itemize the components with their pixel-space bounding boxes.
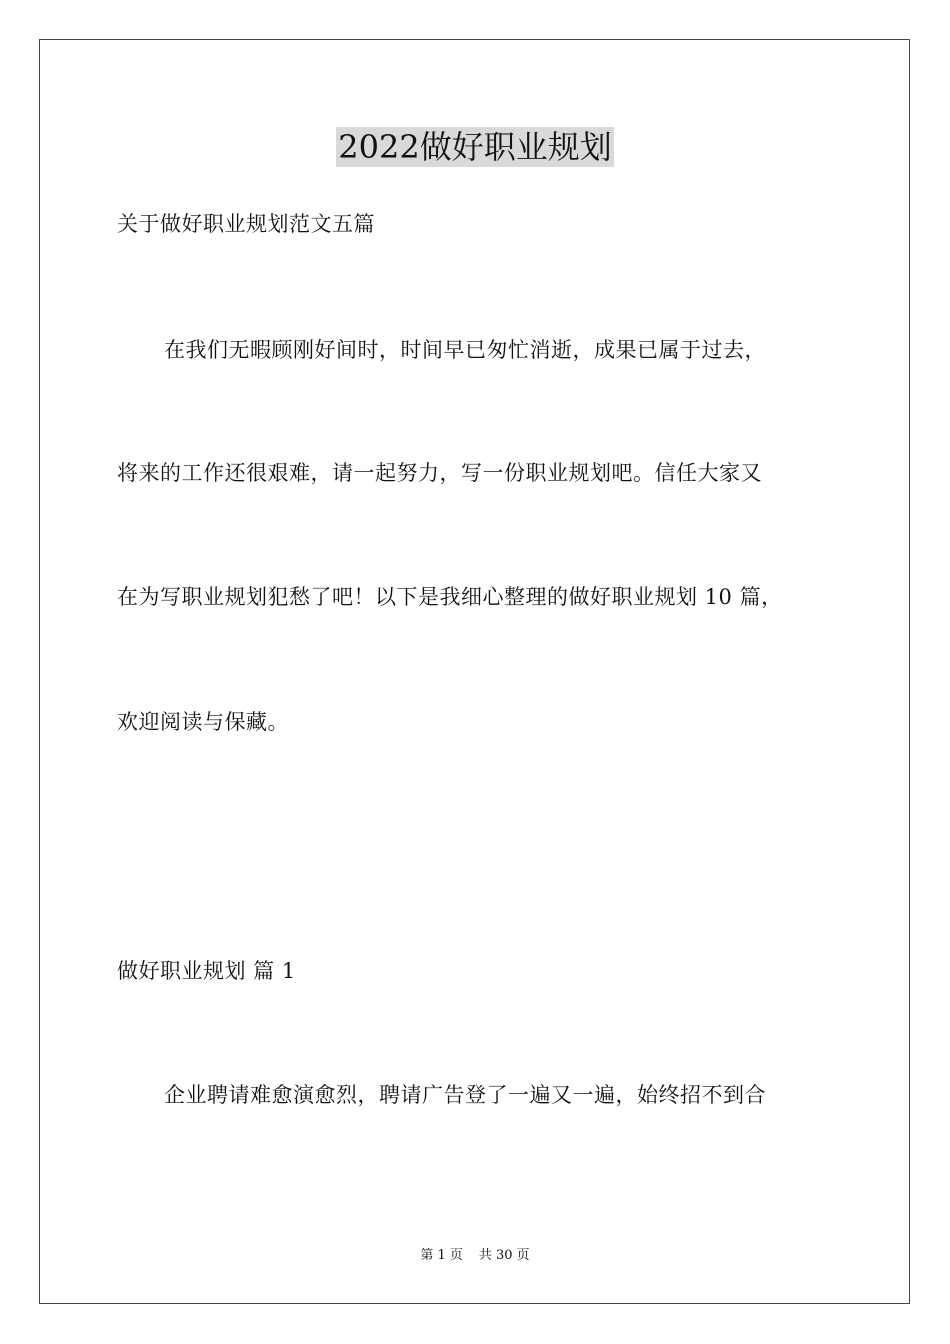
document-subtitle: 关于做好职业规划范文五篇 (117, 212, 375, 236)
intro-paragraph-line: 在为写职业规划犯愁了吧！以下是我细心整理的做好职业规划 10 篇， (117, 585, 783, 609)
section-paragraph-line: 企业聘请难愈演愈烈，聘请广告登了一遍又一遍，始终招不到合 (164, 1083, 766, 1107)
page-number-current: 第 1 页 (420, 1248, 463, 1263)
page-number-total: 共 30 页 (478, 1248, 530, 1263)
intro-paragraph-line: 在我们无暇顾刚好间时，时间早已匆忙消逝，成果已属于过去， (164, 338, 766, 362)
intro-paragraph-line: 将来的工作还很艰难，请一起努力，写一份职业规划吧。信任大家又 (117, 461, 762, 485)
page-footer (0, 1247, 950, 1265)
section-heading: 做好职业规划 篇 1 (117, 959, 296, 983)
document-title: 2022做好职业规划 (338, 128, 612, 166)
title-container (0, 127, 950, 167)
intro-paragraph-line: 欢迎阅读与保藏。 (117, 710, 289, 734)
